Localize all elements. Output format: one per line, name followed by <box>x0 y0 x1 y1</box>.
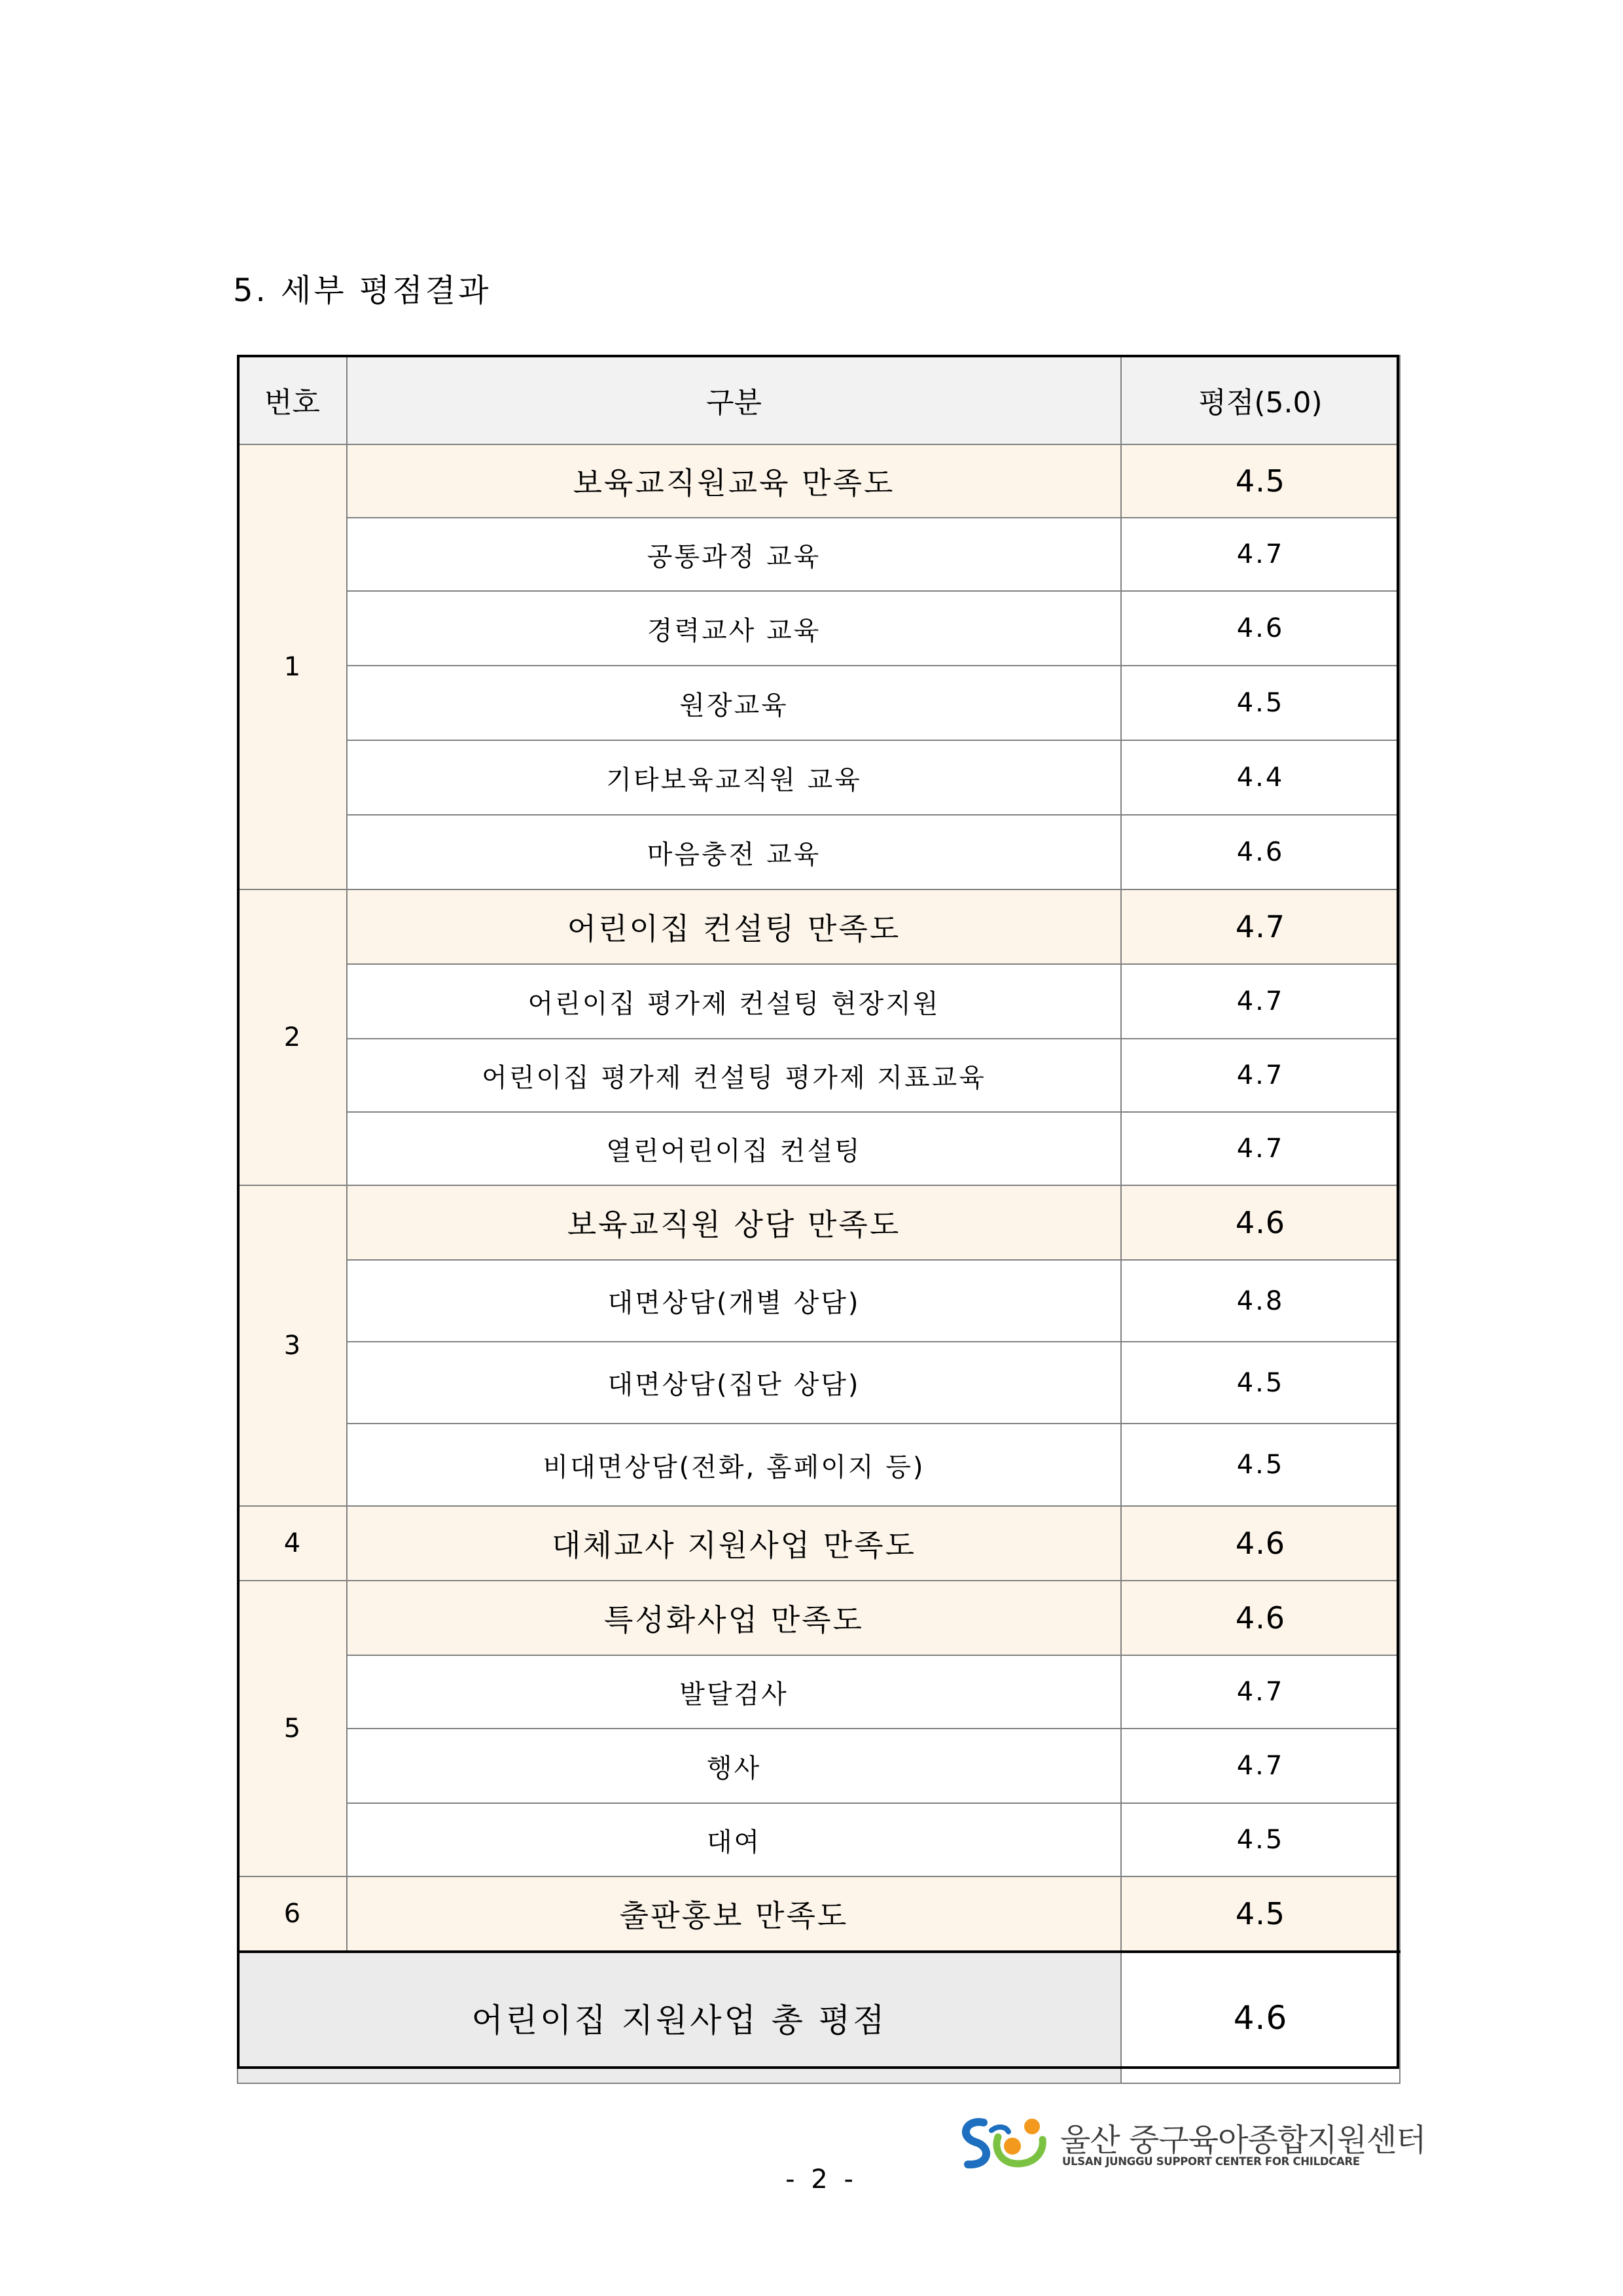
item-row <box>238 1803 1400 1876</box>
item-row <box>238 740 1400 815</box>
total-row <box>238 1952 1400 2083</box>
group-title: 보육교직원교육 만족도 <box>347 444 1121 518</box>
page-number: - 2 - <box>785 2164 857 2195</box>
item-score: 4.5 <box>1121 1803 1400 1876</box>
item-row <box>238 1729 1400 1803</box>
group-title: 보육교직원 상담 만족도 <box>347 1185 1121 1260</box>
item-score: 4.6 <box>1121 815 1400 889</box>
center-name-korean: 울산 중구육아종합지원센터 <box>1060 2122 1426 2159</box>
group-row <box>238 444 1400 518</box>
item-score: 4.5 <box>1121 1424 1400 1506</box>
item-score: 4.7 <box>1121 1655 1400 1729</box>
table-header-row <box>238 355 1400 444</box>
score-table <box>237 355 1400 2084</box>
item-row <box>238 1039 1400 1112</box>
center-logo <box>952 2111 1426 2176</box>
item-score: 4.7 <box>1121 518 1400 591</box>
group-title: 특성화사업 만족도 <box>347 1581 1121 1655</box>
item-row <box>238 518 1400 591</box>
group-number: 6 <box>238 1876 347 1952</box>
group-row <box>238 1581 1400 1655</box>
item-label: 비대면상담(전화, 홈페이지 등) <box>347 1424 1121 1506</box>
item-score: 4.7 <box>1121 1039 1400 1112</box>
center-name-english: ULSAN JUNGGU SUPPORT CENTER FOR CHILDCARE <box>1062 2155 1360 2168</box>
item-label: 어린이집 평가제 컨설팅 평가제 지표교육 <box>347 1039 1121 1112</box>
total-score: 4.6 <box>1121 1952 1400 2083</box>
item-label: 마음충전 교육 <box>347 815 1121 889</box>
item-row <box>238 591 1400 666</box>
item-row <box>238 666 1400 740</box>
item-score: 4.5 <box>1121 666 1400 740</box>
group-number: 4 <box>238 1506 347 1581</box>
group-row <box>238 1876 1400 1952</box>
item-row <box>238 964 1400 1039</box>
group-number: 3 <box>238 1185 347 1506</box>
group-score: 4.6 <box>1121 1581 1400 1655</box>
total-label: 어린이집 지원사업 총 평점 <box>238 1952 1121 2083</box>
item-label: 어린이집 평가제 컨설팅 현장지원 <box>347 964 1121 1039</box>
group-row <box>238 889 1400 964</box>
item-score: 4.6 <box>1121 591 1400 666</box>
item-label: 대면상담(집단 상담) <box>347 1342 1121 1424</box>
center-logo-mark <box>952 2111 1050 2176</box>
item-label: 대여 <box>347 1803 1121 1876</box>
item-score: 4.5 <box>1121 1342 1400 1424</box>
item-row <box>238 1112 1400 1185</box>
group-score: 4.6 <box>1121 1185 1400 1260</box>
item-score: 4.7 <box>1121 1729 1400 1803</box>
item-label: 열린어린이집 컨설팅 <box>347 1112 1121 1185</box>
group-score: 4.5 <box>1121 1876 1400 1952</box>
item-label: 공통과정 교육 <box>347 518 1121 591</box>
group-title: 대체교사 지원사업 만족도 <box>347 1506 1121 1581</box>
item-label: 발달검사 <box>347 1655 1121 1729</box>
group-number: 1 <box>238 444 347 889</box>
group-score: 4.7 <box>1121 889 1400 964</box>
section-title: 5. 세부 평점결과 <box>233 272 491 309</box>
group-score: 4.5 <box>1121 444 1400 518</box>
item-score: 4.7 <box>1121 1112 1400 1185</box>
group-score: 4.6 <box>1121 1506 1400 1581</box>
item-label: 대면상담(개별 상담) <box>347 1260 1121 1342</box>
item-label: 행사 <box>347 1729 1121 1803</box>
group-row <box>238 1506 1400 1581</box>
item-score: 4.8 <box>1121 1260 1400 1342</box>
header-number: 번호 <box>238 355 347 444</box>
item-row <box>238 815 1400 889</box>
item-label: 원장교육 <box>347 666 1121 740</box>
item-row <box>238 1655 1400 1729</box>
group-row <box>238 1185 1400 1260</box>
header-category: 구분 <box>347 355 1121 444</box>
header-score: 평점(5.0) <box>1121 355 1400 444</box>
group-number: 5 <box>238 1581 347 1876</box>
item-score: 4.7 <box>1121 964 1400 1039</box>
item-label: 기타보육교직원 교육 <box>347 740 1121 815</box>
item-row <box>238 1342 1400 1424</box>
item-row <box>238 1424 1400 1506</box>
item-row <box>238 1260 1400 1342</box>
group-title: 어린이집 컨설팅 만족도 <box>347 889 1121 964</box>
item-score: 4.4 <box>1121 740 1400 815</box>
item-label: 경력교사 교육 <box>347 591 1121 666</box>
group-title: 출판홍보 만족도 <box>347 1876 1121 1952</box>
group-number: 2 <box>238 889 347 1185</box>
